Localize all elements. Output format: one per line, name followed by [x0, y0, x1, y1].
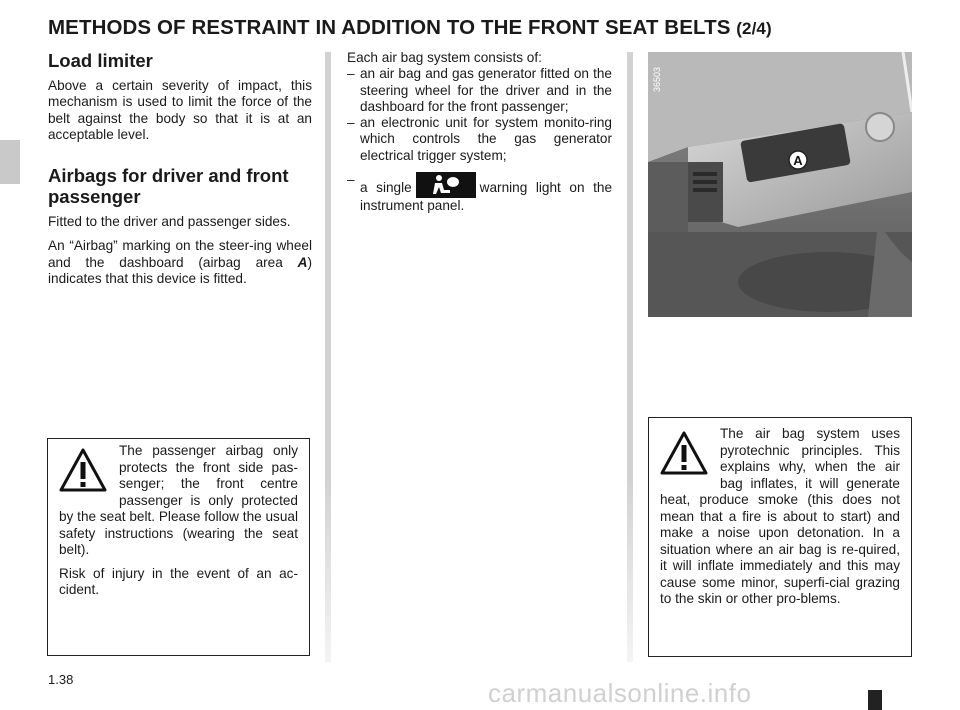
list-dash: –	[347, 66, 355, 82]
airbags-heading: Airbags for driver and front passenger	[48, 165, 289, 208]
page-title-text: METHODS OF RESTRAINT IN ADDITION TO THE FRONT SEAT BELTS	[48, 16, 731, 39]
load-limiter-text: Above a certain severity of impact, this mechanism is used to limit the force of the belt against the body so that it is at an acceptable level.	[48, 78, 312, 142]
section-side-tab	[0, 140, 20, 184]
middle-column	[347, 50, 612, 214]
list-item-text-end: warning light on the instrument panel.	[360, 180, 612, 214]
warning-text-injury: Risk of injury in the event of an ac-cident.	[59, 565, 298, 597]
list-item	[347, 66, 612, 115]
list-item	[347, 115, 612, 164]
airbags-text-fitted: Fitted to the driver and passenger sides.	[48, 214, 291, 230]
airbags-text-marking-start: An “Airbag” marking on the steer-ing wheel and the dashboard (airbag area	[48, 238, 312, 270]
warning-box-passenger-airbag	[47, 438, 310, 656]
warning-text-pyrotechnic: The air bag system uses pyrotechnic principles. This explains why, when the air bag inflates, it will generate heat, produce smoke (this does not mean that a fire is about to start) and make a noise upon detonation. In a situation where an air bag is re-quired, it will inflate immediately and this may cause some minor, superfi-cial grazing to the skin or other pro-blems.	[660, 426, 900, 606]
warning-text-passenger: The passenger airbag only protects the front side pas-senger; the front centre passenger is only protected by the seat belt. Please follow the usual safety instructions (wearing the seat belt).	[59, 443, 298, 557]
warning-triangle-icon	[660, 430, 708, 481]
warning-box-pyrotechnic	[648, 417, 912, 657]
left-column	[48, 50, 312, 295]
column-divider-right	[627, 52, 633, 662]
warning-triangle-icon	[59, 447, 107, 498]
list-dash: –	[347, 115, 355, 131]
page-title	[48, 16, 772, 40]
page-part-indicator: (2/4)	[736, 19, 772, 38]
dashboard-illustration	[648, 52, 912, 317]
airbag-system-list	[347, 66, 612, 214]
airbag-area-label: A	[793, 153, 803, 168]
airbags-text-marking-end: ) indicates that this device is fitted.	[48, 254, 312, 287]
airbag-system-intro: Each air bag system consists of:	[347, 50, 542, 65]
load-limiter-heading: Load limiter	[48, 50, 153, 71]
list-item-text: an electronic unit for system monito-ring which controls the gas generator electrical trigger system;	[360, 115, 612, 163]
page-number: 1.38	[48, 672, 74, 687]
photo-reference-code: 36503	[652, 66, 662, 92]
list-item-text: an air bag and gas generator fitted on the steering wheel for the driver and in the dashboard for the front passenger;	[360, 66, 612, 114]
column-divider-left	[325, 52, 331, 662]
page-corner-mark	[868, 690, 882, 710]
list-dash: –	[347, 172, 355, 188]
watermark: carmanualsonline.info	[488, 678, 752, 708]
airbags-text-marking	[48, 238, 312, 287]
airbag-warning-light-icon	[416, 172, 476, 198]
airbag-area-ref: A	[297, 254, 308, 270]
dashboard-photo	[648, 52, 912, 317]
list-item	[347, 172, 612, 214]
list-item-text-start: a single	[360, 180, 412, 196]
